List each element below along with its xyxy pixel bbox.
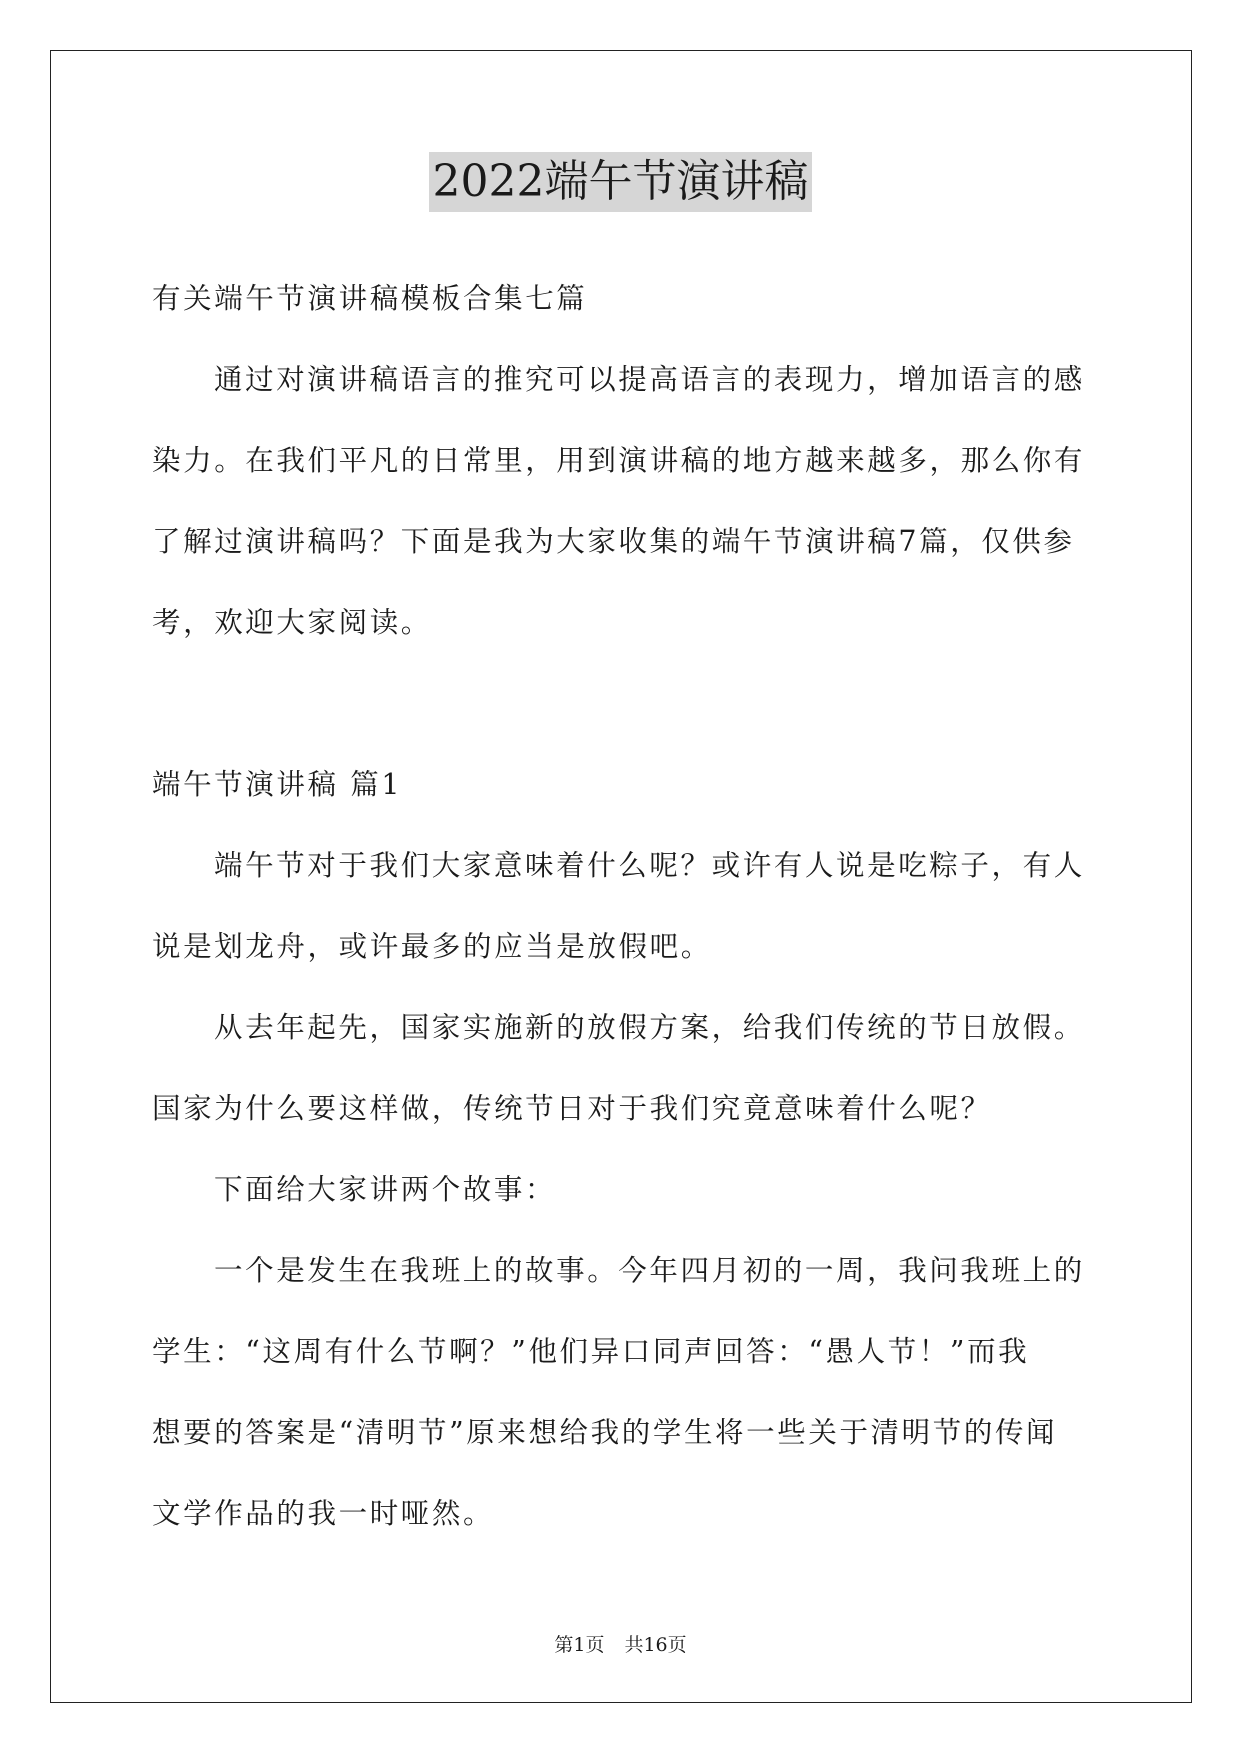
paragraph-line: 端午节对于我们大家意味着什么呢？或许有人说是吃粽子，有人 [214, 849, 1085, 882]
paragraph-line: 从去年起先，国家实施新的放假方案，给我们传统的节日放假。 [214, 1011, 1085, 1044]
title-wrap [0, 152, 1241, 212]
intro-line: 染力。在我们平凡的日常里，用到演讲稿的地方越来越多，那么你有 [152, 444, 1086, 477]
intro-line: 考，欢迎大家阅读。 [152, 606, 432, 639]
document-title: 2022端午节演讲稿 [429, 152, 813, 212]
document-body [152, 258, 1092, 1554]
paragraph-line: 一个是发生在我班上的故事。今年四月初的一周，我问我班上的 [214, 1254, 1085, 1287]
paragraph-line: 文学作品的我一时哑然。 [152, 1497, 495, 1530]
page-number-total: 共16页 [624, 1634, 687, 1656]
document-subtitle: 有关端午节演讲稿模板合集七篇 [152, 282, 588, 315]
paragraph-line: 国家为什么要这样做，传统节日对于我们究竟意味着什么呢？ [152, 1092, 992, 1125]
page-number-current: 第1页 [554, 1634, 605, 1656]
paragraph-line: 下面给大家讲两个故事： [214, 1173, 557, 1206]
paragraph-line: 学生：“这周有什么节啊？”他们异口同声回答：“愚人节！”而我 [152, 1335, 1030, 1368]
paragraph-line: 想要的答案是“清明节”原来想给我的学生将一些关于清明节的传闻 [152, 1416, 1058, 1449]
section-heading: 端午节演讲稿 篇1 [152, 768, 403, 801]
paragraph-gap [152, 663, 1092, 744]
page-footer [0, 1630, 1241, 1660]
intro-line: 通过对演讲稿语言的推究可以提高语言的表现力，增加语言的感 [214, 363, 1085, 396]
paragraph-line: 说是划龙舟，或许最多的应当是放假吧。 [152, 930, 712, 963]
intro-line: 了解过演讲稿吗？下面是我为大家收集的端午节演讲稿7篇，仅供参 [152, 525, 1075, 558]
